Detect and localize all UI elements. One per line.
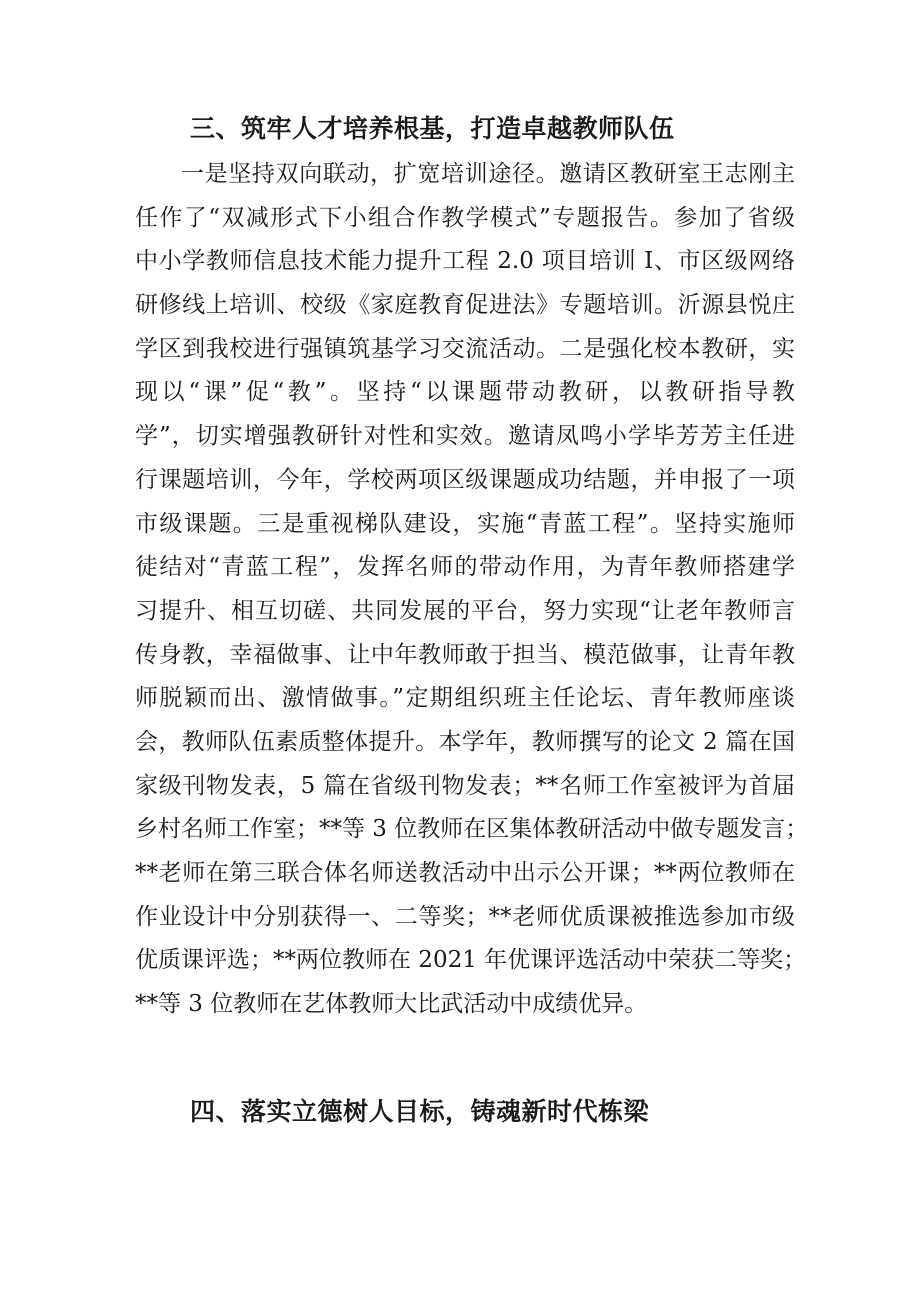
paragraph-line: 中小学教师信息技术能力提升工程 2.0 项目培训 I、市区级网络 [135,248,795,275]
paragraph-line: **等 3 位教师在艺体教师大比武活动中成绩优异。 [135,991,648,1018]
paragraph-line: 传身教，幸福做事、让中年教师敢于担当、模范做事，让青年教 [135,641,795,668]
paragraph-line: 研修线上培训、校级《家庭教育促进法》专题培训。沂源县悦庄 [135,292,795,319]
paragraph-line: 家级刊物发表，5 篇在省级刊物发表；**名师工作室被评为首届 [135,772,795,799]
paragraph-line: 任作了“双减形式下小组合作教学模式”专题报告。参加了省级 [135,204,795,231]
body-paragraph [135,153,809,1027]
paragraph-line: 行课题培训，今年，学校两项区级课题成功结题，并申报了一项 [135,466,795,493]
paragraph-line: 学区到我校进行强镇筑基学习交流活动。二是强化校本教研，实 [135,335,795,362]
paragraph-line: 会，教师队伍素质整体提升。本学年，教师撰写的论文 2 篇在国 [135,728,795,755]
paragraph-line: 乡村名师工作室；**等 3 位教师在区集体教研活动中做专题发言； [135,816,809,843]
paragraph-line: 习提升、相互切磋、共同发展的平台，努力实现“让老年教师言 [135,597,795,624]
paragraph-line: 现以“课”促“教”。坚持“以课题带动教研，以教研指导教 [135,379,795,406]
paragraph-line: 优质课评选；**两位教师在 2021 年优课评选活动中荣获二等奖； [135,947,807,974]
paragraph-line: 一是坚持双向联动，扩宽培训途径。邀请区教研室王志刚主 [181,161,795,187]
section-heading-4: 四、落实立德树人目标，铸魂新时代栋梁 [190,1097,650,1126]
paragraph-line: 师脱颖而出、激情做事。”定期组织班主任论坛、青年教师座谈 [135,685,795,712]
paragraph-line: 作业设计中分别获得一、二等奖；**老师优质课被推选参加市级 [135,903,795,930]
paragraph-line: **老师在第三联合体名师送教活动中出示公开课；**两位教师在 [135,860,795,886]
section-heading-3: 三、筑牢人才培养根基，打造卓越教师队伍 [190,114,675,143]
paragraph-line: 学”，切实增强教研针对性和实效。邀请凤鸣小学毕芳芳主任进 [135,423,795,450]
paragraph-line: 徒结对“青蓝工程”，发挥名师的带动作用，为青年教师搭建学 [135,554,795,581]
paragraph-line: 市级课题。三是重视梯队建设，实施“青蓝工程”。坚持实施师 [135,510,795,537]
